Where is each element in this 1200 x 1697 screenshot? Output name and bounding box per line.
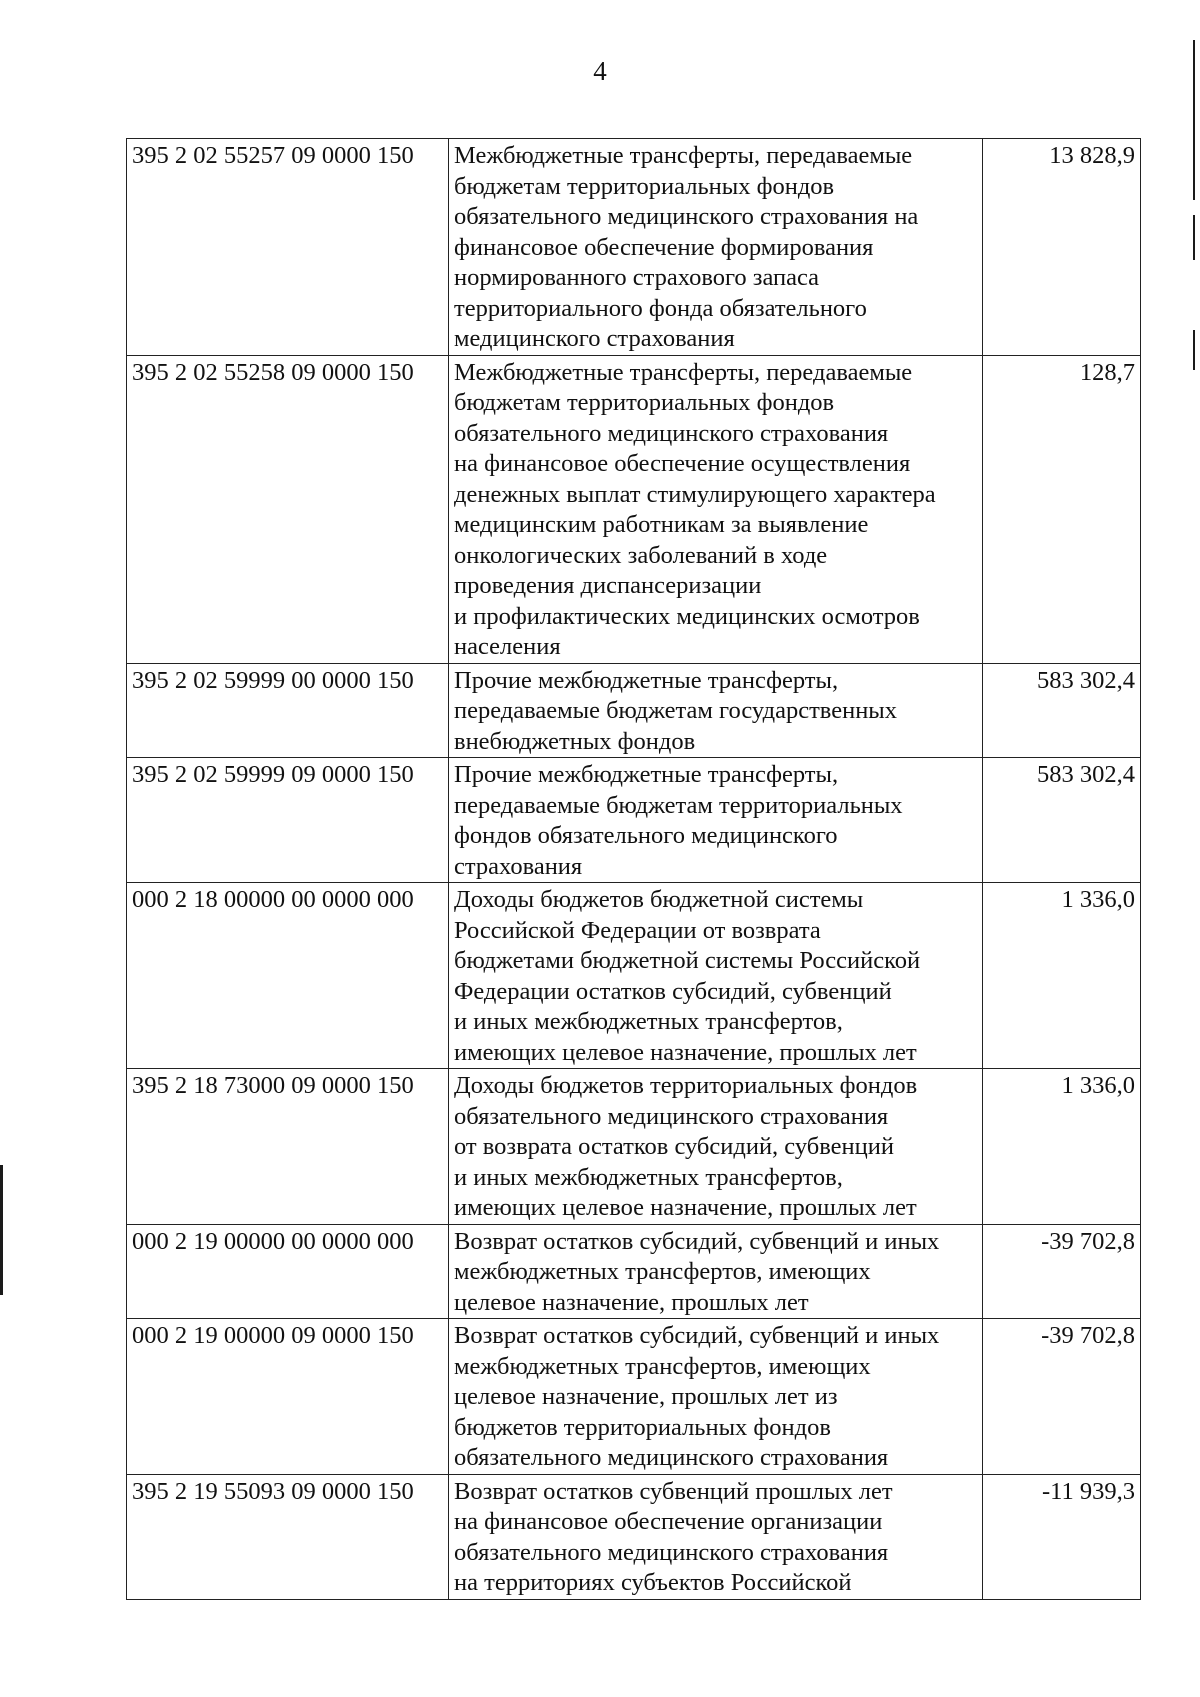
table-row (127, 663, 1141, 758)
amount-cell: -11 939,3 (983, 1474, 1141, 1599)
income-name-line: внебюджетных фондов (454, 727, 696, 755)
budget-table-body (127, 139, 1141, 1600)
income-name-line: Федерации остатков субсидий, субвенций (454, 977, 892, 1005)
income-name-line: Межбюджетные трансферты, передаваемые (454, 142, 913, 169)
budget-code-cell: 395 2 02 55258 09 0000 150 (127, 355, 449, 663)
income-name-line: медицинского страхования (454, 325, 735, 352)
amount-cell: 583 302,4 (983, 663, 1141, 758)
income-name-line: финансовое обеспечение формирования (454, 233, 874, 261)
income-name-line: Российской Федерации от возврата (454, 916, 821, 944)
income-name-cell (449, 1069, 983, 1225)
table-row (127, 1319, 1141, 1475)
scan-edge-mark (1193, 40, 1195, 200)
income-name-line: медицинским работникам за выявление (454, 511, 869, 538)
budget-code-cell: 395 2 02 59999 00 0000 150 (127, 663, 449, 758)
income-name-line: бюджетам территориальных фондов (454, 172, 835, 200)
scan-edge-mark (0, 1165, 3, 1295)
income-name-line: и иных межбюджетных трансфертов, (454, 1008, 843, 1035)
income-name-line: Доходы бюджетов бюджетной системы (454, 886, 864, 913)
income-name-line: на финансовое обеспечение организации (454, 1508, 883, 1535)
income-name-line: бюджетами бюджетной системы Российской (454, 947, 921, 974)
amount-cell: -39 702,8 (983, 1224, 1141, 1319)
scan-edge-mark (1193, 330, 1195, 370)
amount-cell: -39 702,8 (983, 1319, 1141, 1475)
income-name-cell (449, 1319, 983, 1475)
income-name-line: бюджетам территориальных фондов (454, 389, 835, 416)
income-name-line: целевое назначение, прошлых лет (454, 1288, 809, 1316)
budget-code-cell: 395 2 18 73000 09 0000 150 (127, 1069, 449, 1225)
income-name-cell (449, 139, 983, 356)
income-name-line: имеющих целевое назначение, прошлых лет (454, 1194, 917, 1221)
budget-code-cell: 395 2 02 59999 09 0000 150 (127, 758, 449, 883)
table-row (127, 1224, 1141, 1319)
income-name-line: межбюджетных трансфертов, имеющих (454, 1352, 871, 1380)
amount-cell: 1 336,0 (983, 1069, 1141, 1225)
table-row (127, 1474, 1141, 1599)
page-number: 4 (593, 56, 607, 86)
income-name-line: нормированного страхового запаса (454, 264, 820, 291)
income-name-line: страхования (454, 852, 583, 880)
income-name-cell (449, 758, 983, 883)
income-name-cell (449, 355, 983, 663)
amount-cell: 128,7 (983, 355, 1141, 663)
budget-code-cell: 395 2 02 55257 09 0000 150 (127, 139, 449, 356)
budget-code-cell: 000 2 19 00000 09 0000 150 (127, 1319, 449, 1475)
income-name-line: обязательного медицинского страхования на (454, 203, 919, 230)
table-row (127, 355, 1141, 663)
scan-edge-mark (1193, 215, 1195, 260)
table-row (127, 758, 1141, 883)
income-name-line: денежных выплат стимулирующего характера (454, 480, 936, 508)
income-name-line: от возврата остатков субсидий, субвенций (454, 1133, 894, 1160)
income-name-line: Прочие межбюджетные трансферты, (454, 666, 839, 694)
income-name-line: передаваемые бюджетам государственных (454, 697, 898, 724)
table-row (127, 1069, 1141, 1225)
budget-table (126, 138, 1141, 1600)
income-name-line: целевое назначение, прошлых лет из (454, 1383, 838, 1410)
income-name-line: Возврат остатков субсидий, субвенций и иных (454, 1227, 940, 1255)
income-name-line: Межбюджетные трансферты, передаваемые (454, 358, 913, 386)
income-name-line: Возврат остатков субсидий, субвенций и иных (454, 1322, 940, 1349)
table-row (127, 139, 1141, 356)
income-name-cell (449, 1474, 983, 1599)
income-name-line: Возврат остатков субвенций прошлых лет (454, 1477, 893, 1505)
income-name-line: обязательного медицинского страхования (454, 1444, 889, 1471)
income-name-line: на финансовое обеспечение осуществления (454, 450, 911, 477)
income-name-line: фондов обязательного медицинского (454, 822, 838, 849)
income-name-cell (449, 1224, 983, 1319)
income-name-line: обязательного медицинского страхования (454, 1538, 889, 1566)
income-name-cell (449, 663, 983, 758)
income-name-line: бюджетов территориальных фондов (454, 1413, 831, 1441)
income-name-line: межбюджетных трансфертов, имеющих (454, 1258, 871, 1285)
budget-code-cell: 000 2 18 00000 00 0000 000 (127, 883, 449, 1069)
income-name-line: онкологических заболеваний в ходе (454, 541, 828, 569)
income-name-line: населения (454, 633, 561, 660)
table-row (127, 883, 1141, 1069)
income-name-line: и профилактических медицинских осмотров (454, 602, 920, 630)
income-name-cell (449, 883, 983, 1069)
amount-cell: 1 336,0 (983, 883, 1141, 1069)
income-name-line: территориального фонда обязательного (454, 294, 867, 322)
amount-cell: 583 302,4 (983, 758, 1141, 883)
income-name-line: проведения диспансеризации (454, 572, 762, 599)
income-name-line: обязательного медицинского страхования (454, 419, 889, 447)
income-name-line: Доходы бюджетов территориальных фондов (454, 1072, 918, 1099)
income-name-line: на территориях субъектов Российской (454, 1569, 852, 1596)
income-name-line: передаваемые бюджетам территориальных (454, 791, 903, 819)
income-name-line: обязательного медицинского страхования (454, 1102, 889, 1130)
amount-cell: 13 828,9 (983, 139, 1141, 356)
income-name-line: и иных межбюджетных трансфертов, (454, 1163, 843, 1191)
budget-code-cell: 000 2 19 00000 00 0000 000 (127, 1224, 449, 1319)
income-name-line: имеющих целевое назначение, прошлых лет (454, 1038, 917, 1066)
budget-code-cell: 395 2 19 55093 09 0000 150 (127, 1474, 449, 1599)
income-name-line: Прочие межбюджетные трансферты, (454, 761, 839, 788)
